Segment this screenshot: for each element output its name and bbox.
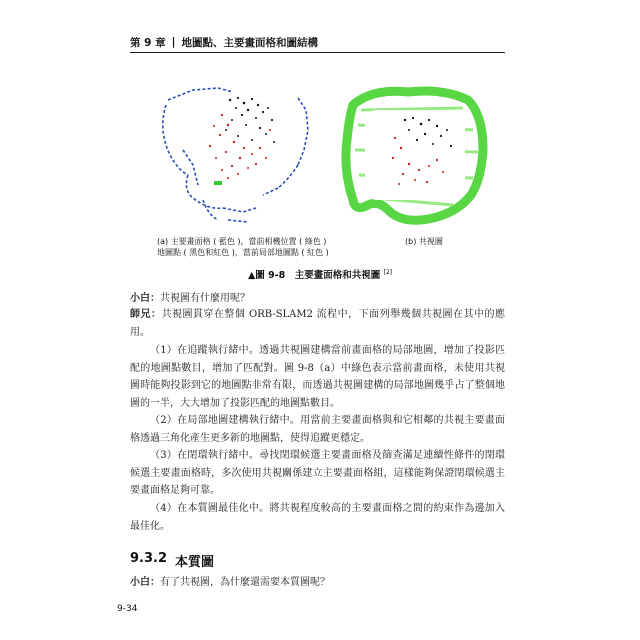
- chapter-label: 第 9 章: [130, 36, 166, 49]
- list-item-2: （2）在局部地圖建構執行緒中。用當前主要畫面格與和它相鄰的共視主要畫面格透過三角化產生更多新的地圖點，使得追蹤更穩定。: [130, 415, 505, 444]
- page-number: 9-34: [117, 604, 138, 614]
- list-item-3: （3）在閉環執行緒中。尋找閉環候選主要畫面格及篩查滿足連續性條件的閉環候選主要畫面格時，多次使用共視關係建立主要畫面格組，這樣能夠保證閉環候選主要畫面格足夠可靠。: [130, 450, 505, 496]
- figure-a-caption-line1: (a) 主要畫面格 ( 藍色 )，當前相機位置 ( 綠色 ): [157, 237, 327, 246]
- list-item-4: （4）在本質圖最佳化中。將共視程度較高的主要畫面格之間的約束作為邊加入最佳化。: [130, 503, 505, 532]
- section-heading: [130, 551, 505, 570]
- list-item-1: （1）在追蹤執行緒中。透過共視圖建構當前畫面格的局部地圖，增加了投影匹配的地圖點數目，增加了匹配對。圖 9-8（a）中綠色表示當前畫面格，未使用共視圖時能夠投影到它的地圖點非常有限，而透過共視圖建構的局部地圖幾乎占了整個地圖的一半，大大增加了投影匹配的地圖點數目。: [130, 345, 505, 409]
- figure-title-text: ▲圖 9-8 主要畫面格和共視圖: [247, 270, 381, 281]
- answer-1: [130, 306, 505, 341]
- figure-a-keyframes-map: [148, 70, 313, 235]
- figure-b-covisibility-graph: [333, 80, 493, 240]
- section-number: 9.3.2: [130, 551, 168, 566]
- covisibility-inner-area: [365, 110, 465, 200]
- map-points: [225, 97, 275, 143]
- header-separator: |: [171, 36, 176, 48]
- question-2-text: 有了共視圖，為什麼還需要本質圖呢？: [160, 577, 330, 588]
- question-1: [130, 290, 505, 308]
- question-1-speaker: 小白：: [130, 293, 160, 304]
- answer-1-text: 共視圖貫穿在整個 ORB-SLAM2 流程中，下面列舉幾個共視圖在其中的應用。: [130, 309, 505, 338]
- current-camera-marker: [214, 181, 222, 185]
- local-map-points: [209, 114, 271, 179]
- header-rule: [130, 52, 505, 53]
- running-header: [130, 33, 505, 51]
- section-title: 本質圖: [175, 555, 215, 570]
- figure-title: [0, 267, 640, 281]
- figure-b-caption: (b) 共視圖: [405, 237, 443, 246]
- question-2: [130, 574, 505, 592]
- figure-9-8: [148, 70, 488, 245]
- answer-1-speaker: 師兄：: [130, 309, 162, 320]
- chapter-title: 地圖點、主要畫面格和圖結構: [181, 36, 318, 49]
- figure-a-caption-line2: 地圖點 ( 黑色和紅色 )，當前局部地圖點 ( 紅色 ): [157, 248, 329, 257]
- figure-title-ref: [2]: [383, 268, 393, 276]
- question-1-text: 共視圖有什麼用呢？: [160, 293, 250, 304]
- figure-a-caption: [157, 236, 347, 258]
- question-2-speaker: 小白：: [130, 577, 160, 588]
